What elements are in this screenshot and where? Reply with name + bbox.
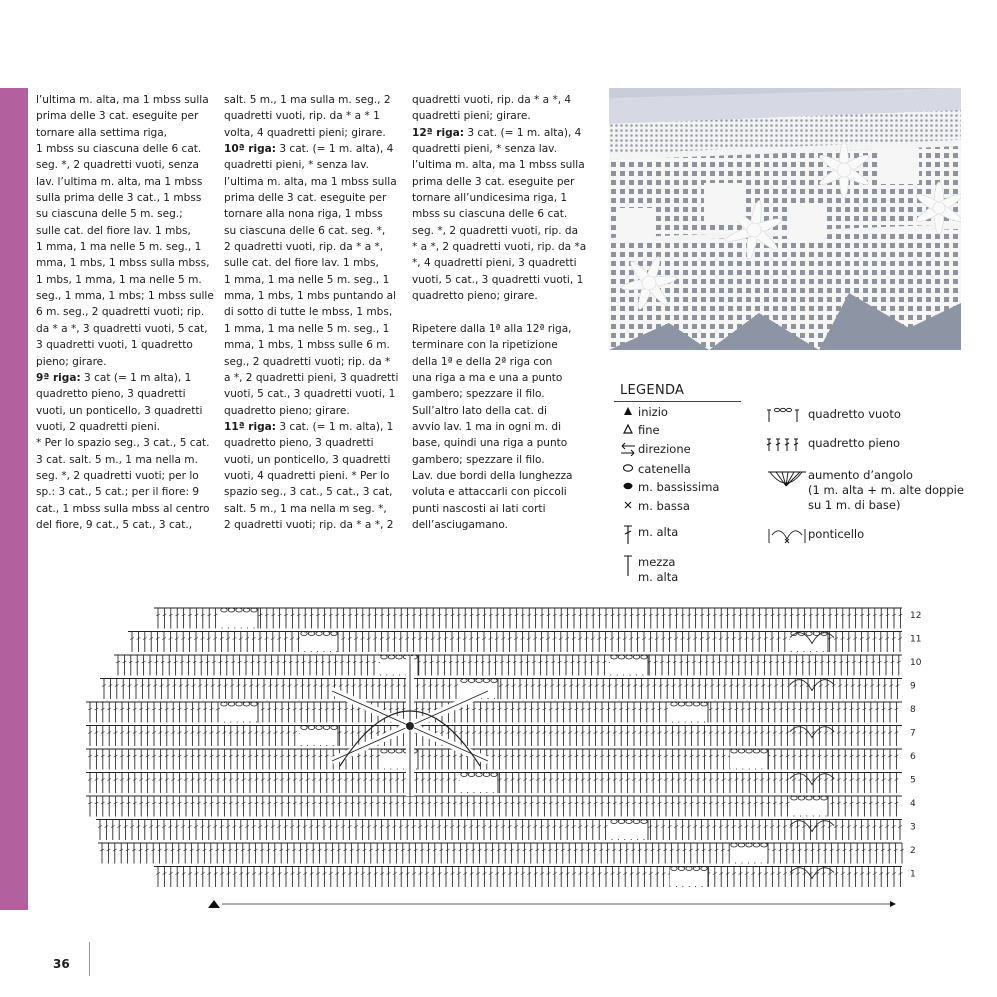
text-line: mma, 1 mbs, 1 mbs puntando al	[224, 290, 397, 303]
legend-label: direzione	[638, 442, 691, 456]
legend-item-fine	[618, 423, 660, 438]
row-number: 1	[910, 869, 916, 880]
legend-label: quadretto pieno	[808, 436, 901, 450]
text-line: lav. l’ultima m. alta, ma 1 mbss	[36, 175, 203, 188]
text-line: quadretti pieni; girare.	[412, 110, 531, 123]
text-line: l’ultima m. alta, ma 1 mbss sulla	[36, 94, 209, 106]
legend-title: LEGENDA	[620, 383, 685, 398]
text-line: * Per lo spazio seg., 3 cat., 5 cat.	[36, 437, 210, 450]
row-number: 4	[910, 799, 916, 809]
text-line: 1 mma, 1 ma nelle 5 m. seg., 1	[224, 273, 390, 286]
row-number: 12	[910, 611, 922, 621]
legend	[614, 378, 974, 588]
flower-center	[406, 722, 414, 730]
legend-label: catenella	[638, 462, 691, 476]
text-line: seg., 1 mma, 1 mbs; 1 mbss sulle	[36, 290, 214, 303]
text-line: tornare alla nona riga, 1 mbss	[224, 208, 383, 221]
text-line: base, quindi una riga a punto	[412, 437, 568, 450]
legend-label: m. bassissima	[638, 480, 720, 494]
text-line: vuoti, 4 quadretti pieni. * Per lo	[224, 469, 390, 482]
text-line: prima delle 3 cat. eseguite per	[224, 192, 387, 205]
text-line: della 1ª e della 2ª riga con	[412, 355, 553, 368]
text-line: 1 mma, 1 ma nelle 5 m. seg., 1	[36, 241, 202, 254]
legend-label: aumento d’angolo (1 m. alta + m. alte doppie su 1 m. di base)	[808, 468, 964, 512]
text-line: del fiore, 9 cat., 5 cat., 3 cat.,	[36, 518, 193, 531]
text-line: quadretti pieni, * senza lav.	[412, 143, 557, 156]
text-line: quadretto pieno; girare.	[412, 290, 538, 303]
text-line: 9ª riga: 3 cat (= 1 m alta), 1	[36, 371, 192, 384]
picot-bridge-icon	[766, 527, 808, 549]
text-line: terminare con la ripetizione	[412, 339, 558, 352]
row-number: 9	[910, 681, 916, 692]
text-line: su ciascuna delle 5 m. seg.;	[36, 208, 183, 221]
text-line: 6 m. seg., 2 quadretti vuoti; rip.	[36, 306, 205, 319]
text-line: l’ultima m. alta, ma 1 mbss sulla	[412, 159, 585, 172]
text-line: 1 mbs, 1 mma, 1 ma nelle 5 m.	[36, 273, 202, 286]
text-line: *, 4 quadretti pieni, 3 quadretti	[412, 257, 577, 270]
sidebar-color-band	[0, 88, 28, 910]
text-line: a *, 2 quadretti pieni, 3 quadretti	[224, 371, 399, 384]
text-line: sulla prima delle 3 cat., 1 mbss	[36, 192, 202, 205]
text-line: vuoti, 5 cat., 3 quadretti vuoti, 1	[224, 388, 396, 401]
text-line: 11ª riga: 3 cat. (= 1 m. alta), 1	[224, 420, 394, 433]
legend-item-inizio	[618, 405, 668, 420]
legend-item-aumento	[766, 468, 964, 513]
text-line: pieno; girare.	[36, 355, 107, 368]
row-number: 7	[910, 728, 916, 739]
text-line: Ripetere dalla 1ª alla 12ª riga,	[412, 322, 572, 335]
text-line: seg. *, 2 quadretti vuoti, senza	[36, 159, 199, 172]
legend-item-alta	[618, 525, 678, 549]
text-line: mma, 1 mbs, 1 mbss sulla mbss,	[36, 257, 210, 270]
text-line: prima delle 3 cat. eseguite per	[36, 110, 199, 123]
text-line: seg. *, 2 quadretti vuoti; per lo	[36, 469, 199, 482]
row-number: 11	[910, 634, 922, 645]
text-line: 1 mbss su ciascuna delle 6 cat.	[36, 143, 202, 156]
page-number: 36	[53, 957, 70, 971]
treble-icon	[618, 525, 638, 549]
text-line: quadretto pieno, 3 quadretti	[36, 388, 186, 401]
text-line: l’ultima m. alta, ma 1 mbss sulla	[224, 175, 397, 188]
legend-label: m. bassa	[638, 499, 690, 513]
legend-item-quadretto-vuoto	[766, 407, 901, 427]
text-line: 12ª riga: 3 cat. (= 1 m. alta), 4	[412, 126, 582, 139]
text-line: 2 quadretti vuoti; rip. da * a *, 2	[224, 518, 394, 531]
text-line: vuoti, un ponticello, 3 quadretti	[224, 453, 391, 466]
triangle-outline-icon	[618, 423, 638, 438]
text-line: seg. *, 2 quadretti vuoti, rip. da	[412, 224, 579, 237]
text-line: gambero; spezzare il filo.	[412, 453, 545, 466]
text-column-2	[224, 92, 404, 533]
lace-photo	[609, 88, 961, 350]
text-line: sulle cat. del fiore lav. 1 mbs,	[36, 224, 191, 237]
oval-icon	[618, 462, 638, 477]
empty-square-icon	[766, 407, 808, 427]
row-number: 6	[910, 752, 916, 762]
text-column-3	[412, 92, 592, 533]
text-line: da * a *, 3 quadretti vuoti, 5 cat,	[36, 322, 208, 335]
legend-label: mezza m. alta	[638, 555, 679, 584]
text-line: avvio lav. 1 ma in ogni m. di	[412, 420, 562, 433]
legend-item-direzione	[618, 442, 691, 460]
text-line: Lav. due bordi della lunghezza	[412, 469, 573, 482]
text-line: Sull’altro lato della cat. di	[412, 404, 547, 417]
text-line: mma, 1 mbs, 1 mbss sulle 6 m.	[224, 339, 390, 352]
text-line: salt. 5 m., 1 ma nella m seg. *,	[224, 502, 387, 515]
text-line: gambero; spezzare il filo.	[412, 388, 545, 401]
text-line: sp.: 3 cat., 5 cat.; per il fiore: 9	[36, 486, 200, 499]
triangle-up-icon	[618, 405, 638, 420]
text-line: vuoti, 2 quadretti pieni.	[36, 420, 160, 433]
text-line: quadretti vuoti, rip. da * a *, 4	[412, 94, 572, 106]
text-line: di sotto di tutte le mbss, 1 mbs,	[224, 306, 393, 319]
text-line	[412, 304, 592, 320]
text-line: vuoti, un ponticello, 3 quadretti	[36, 404, 203, 417]
text-line: punti nascosti ai lati corti	[412, 502, 546, 515]
picot-bridge	[790, 821, 834, 832]
text-line: quadretto pieno; girare.	[224, 404, 350, 417]
legend-label: quadretto vuoto	[808, 407, 901, 421]
text-line: quadretti vuoti, rip. da * a * 1	[224, 110, 380, 123]
text-line: 3 cat. salt. 5 m., 1 ma nella m.	[36, 453, 198, 466]
text-line: una riga a ma e una a punto	[412, 371, 563, 384]
direction-arrows-icon	[618, 442, 638, 460]
row-number: 5	[910, 775, 916, 786]
half-treble-icon	[618, 555, 638, 581]
legend-item-catenella	[618, 462, 691, 477]
start-marker	[208, 900, 220, 908]
text-line: 10ª riga: 3 cat. (= 1 m. alta), 4	[224, 143, 394, 156]
text-line: salt. 5 m., 1 ma sulla m. seg., 2	[224, 94, 391, 106]
legend-label: ponticello	[808, 527, 865, 541]
row-number: 3	[910, 822, 916, 833]
text-line: * a *, 2 quadretti vuoti, rip. da *a	[412, 241, 587, 254]
text-line: quadretto pieno, 3 quadretti	[224, 437, 374, 450]
text-line: prima delle 3 cat. eseguite per	[412, 175, 575, 188]
text-line: su ciascuna delle 6 cat. seg. *,	[224, 224, 386, 237]
legend-label: m. alta	[638, 525, 679, 539]
cross-icon	[618, 499, 638, 514]
text-line: quadretti pieni, * senza lav.	[224, 159, 369, 172]
legend-label: inizio	[638, 405, 668, 419]
text-line: cat., 1 mbss sulla mbss al centro	[36, 502, 210, 515]
text-line: sulle cat. del fiore lav. 1 mbs,	[224, 257, 379, 270]
legend-label: fine	[638, 423, 660, 437]
text-line: vuoti, 5 cat., 3 quadretti vuoti, 1	[412, 273, 584, 286]
filled-oval-icon	[618, 480, 638, 495]
crochet-chart	[50, 596, 930, 916]
legend-item-bassissima	[618, 480, 719, 495]
legend-item-bassa	[618, 499, 690, 514]
row-number: 2	[910, 846, 916, 856]
text-line: seg., 2 quadretti vuoti; rip. da *	[224, 355, 391, 368]
legend-item-mezza-alta	[618, 555, 678, 585]
flower-petal	[410, 691, 488, 726]
legend-item-ponticello	[766, 527, 864, 549]
text-line: 1 mma, 1 ma nelle 5 m. seg., 1	[224, 322, 390, 335]
text-column-1	[36, 92, 216, 533]
text-line: 2 quadretti vuoti, rip. da * a *,	[224, 241, 384, 254]
footer-divider	[89, 942, 90, 976]
legend-item-quadretto-pieno	[766, 436, 900, 456]
text-line: tornare alla settima riga,	[36, 126, 168, 139]
text-line: 3 quadretti vuoti, 1 quadretto	[36, 339, 193, 352]
text-line: volta, 4 quadretti pieni; girare.	[224, 126, 386, 139]
text-line: voluta e attaccarli con piccoli	[412, 486, 567, 499]
text-line: mbss su ciascuna delle 6 cat.	[412, 208, 568, 221]
text-line: tornare all’undicesima riga, 1	[412, 192, 568, 205]
row-number: 8	[910, 705, 916, 715]
full-square-icon	[766, 436, 808, 456]
corner-increase-icon	[766, 468, 808, 496]
legend-divider	[614, 401, 741, 402]
direction-arrow	[890, 901, 896, 907]
text-line: dell’asciugamano.	[412, 518, 508, 531]
text-line: spazio seg., 3 cat., 5 cat., 3 cat,	[224, 486, 393, 499]
row-number: 10	[910, 658, 922, 668]
